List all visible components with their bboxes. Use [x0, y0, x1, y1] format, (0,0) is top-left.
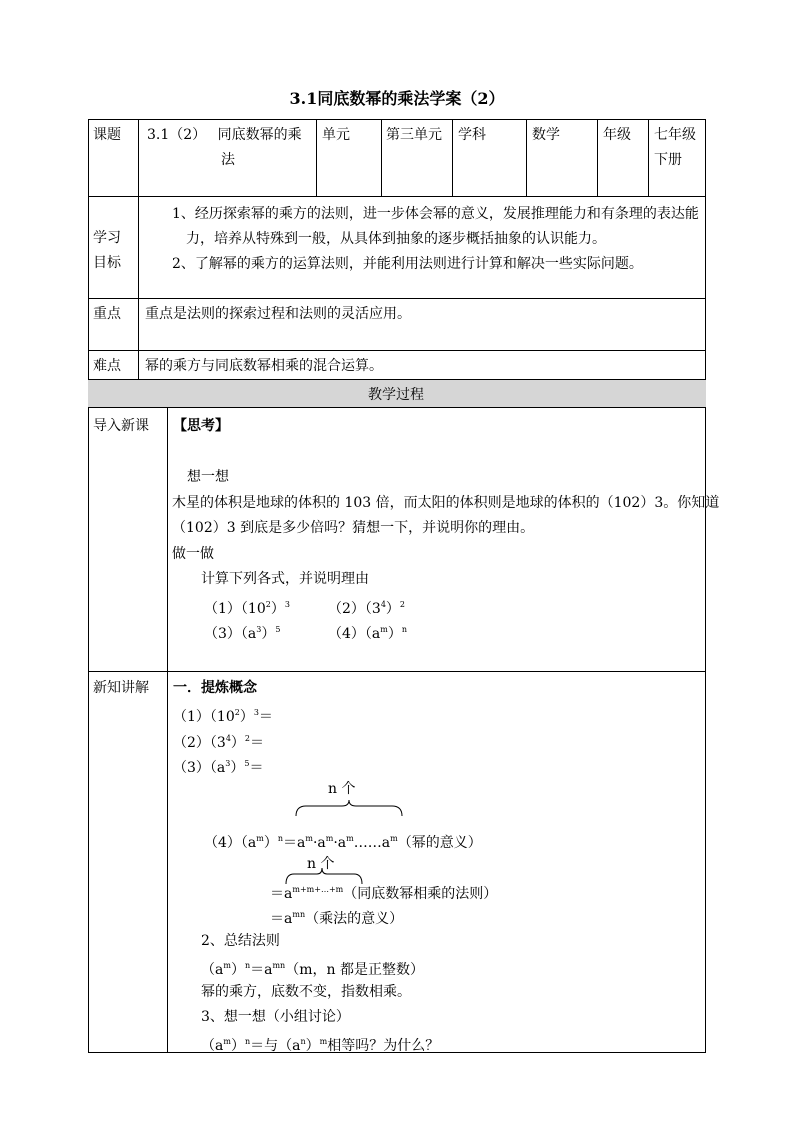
unit-value: 第三单元: [386, 127, 442, 143]
brace-count-label: n 个: [307, 856, 335, 872]
page-title: 3.1同底数幂的乘法学案（2）: [289, 89, 505, 108]
col-divider: [316, 119, 317, 196]
rule-text: 幂的乘方，底数不变，指数相乘。: [201, 984, 411, 1000]
new-label: 新知讲解: [93, 680, 149, 696]
goals-line: 力，培养从特殊到一般，从具体到抽象的逐步概括抽象的认识能力。: [186, 231, 606, 247]
grade-value: 七年级: [654, 127, 696, 143]
concept-line-4: $(4)(a^m)^n=a^m\cdot a^m\cdot a^m\dots\dots a^m$（幂的意义）: [204, 834, 482, 851]
exercise-1: $(1)(10^2)^3$: [204, 600, 290, 617]
concept-line-3: $(3)(a^3)^5=$: [173, 759, 264, 776]
brace-count-label: n 个: [328, 781, 356, 797]
topic-value: 3.1（2） 同底数幂的乘: [147, 127, 302, 143]
concept-line-2: $(2)(3^4)^2=$: [173, 734, 265, 751]
goals-label: 学习: [93, 230, 121, 246]
difficulty-text: 幂的乘方与同底数幂相乘的混合运算。: [145, 358, 383, 374]
concept-heading: 一．提炼概念: [173, 680, 257, 696]
discussion-heading: 3、想一想（小组讨论）: [201, 1009, 350, 1025]
row-divider: [88, 196, 706, 197]
do-instruction: 计算下列各式，并说明理由: [201, 571, 369, 587]
brace-top: [294, 798, 404, 818]
goals-line: 2、了解幂的乘方的运算法则，并能利用法则进行计算和解决一些实际问题。: [172, 256, 643, 272]
think-tag: 【思考】: [173, 418, 229, 434]
row-divider: [88, 671, 706, 672]
col-divider: [167, 408, 168, 1053]
think-line: （102）3 到底是多少倍吗？猜想一下，并说明你的理由。: [172, 520, 535, 536]
think-line: 木星的体积是地球的体积的 103 倍，而太阳的体积则是地球的体积的（102）3。你知道: [172, 495, 720, 511]
col-divider: [648, 119, 649, 196]
concept-line-6: $=a^{mn}$（乘法的意义）: [270, 910, 404, 927]
subject-label: 学科: [458, 127, 486, 143]
topic-label: 课题: [93, 127, 121, 143]
grade-value-line2: 下册: [654, 152, 682, 168]
topic-value-line2: 法: [221, 152, 235, 168]
difficulty-label: 难点: [93, 358, 121, 374]
intro-label: 导入新课: [93, 418, 149, 434]
col-divider: [526, 119, 527, 196]
exercise-3: $(3)(a^3)^5$: [204, 625, 281, 642]
concept-line-1: $(1)(10^2)^3=$: [173, 708, 273, 725]
exercise-4: $(4)(a^m)^n$: [328, 625, 408, 642]
col-divider: [381, 119, 382, 196]
do-title: 做一做: [172, 546, 214, 562]
think-title: 想一想: [187, 469, 229, 485]
rule-formula: $(a^m)^n=a^{mn}(m$，n 都是正整数）: [201, 961, 424, 978]
col-divider: [138, 119, 139, 379]
rule-heading: 2、总结法则: [201, 933, 280, 949]
goals-line: 1、经历探索幂的乘方的法则，进一步体会幂的意义，发展推理能力和有条理的表达能: [172, 206, 699, 222]
row-divider: [88, 298, 706, 299]
concept-line-5: $=a^{m+m+\dots+m}$（同底数幂相乘的法则）: [270, 885, 498, 902]
goals-label-line2: 目标: [93, 255, 121, 271]
exercise-2: $(2)(3^4)^2$: [328, 600, 406, 617]
key-point-label: 重点: [93, 306, 121, 322]
process-header: 教学过程: [368, 387, 424, 403]
col-divider: [597, 119, 598, 196]
subject-value: 数学: [532, 127, 560, 143]
col-divider: [452, 119, 453, 196]
discussion-question: $(a^m)^n=$与$(a^n)^m$相等吗？为什么？: [201, 1037, 440, 1054]
key-point-text: 重点是法则的探索过程和法则的灵活应用。: [145, 306, 411, 322]
grade-label: 年级: [603, 127, 631, 143]
row-divider: [88, 350, 706, 351]
unit-label: 单元: [322, 127, 350, 143]
